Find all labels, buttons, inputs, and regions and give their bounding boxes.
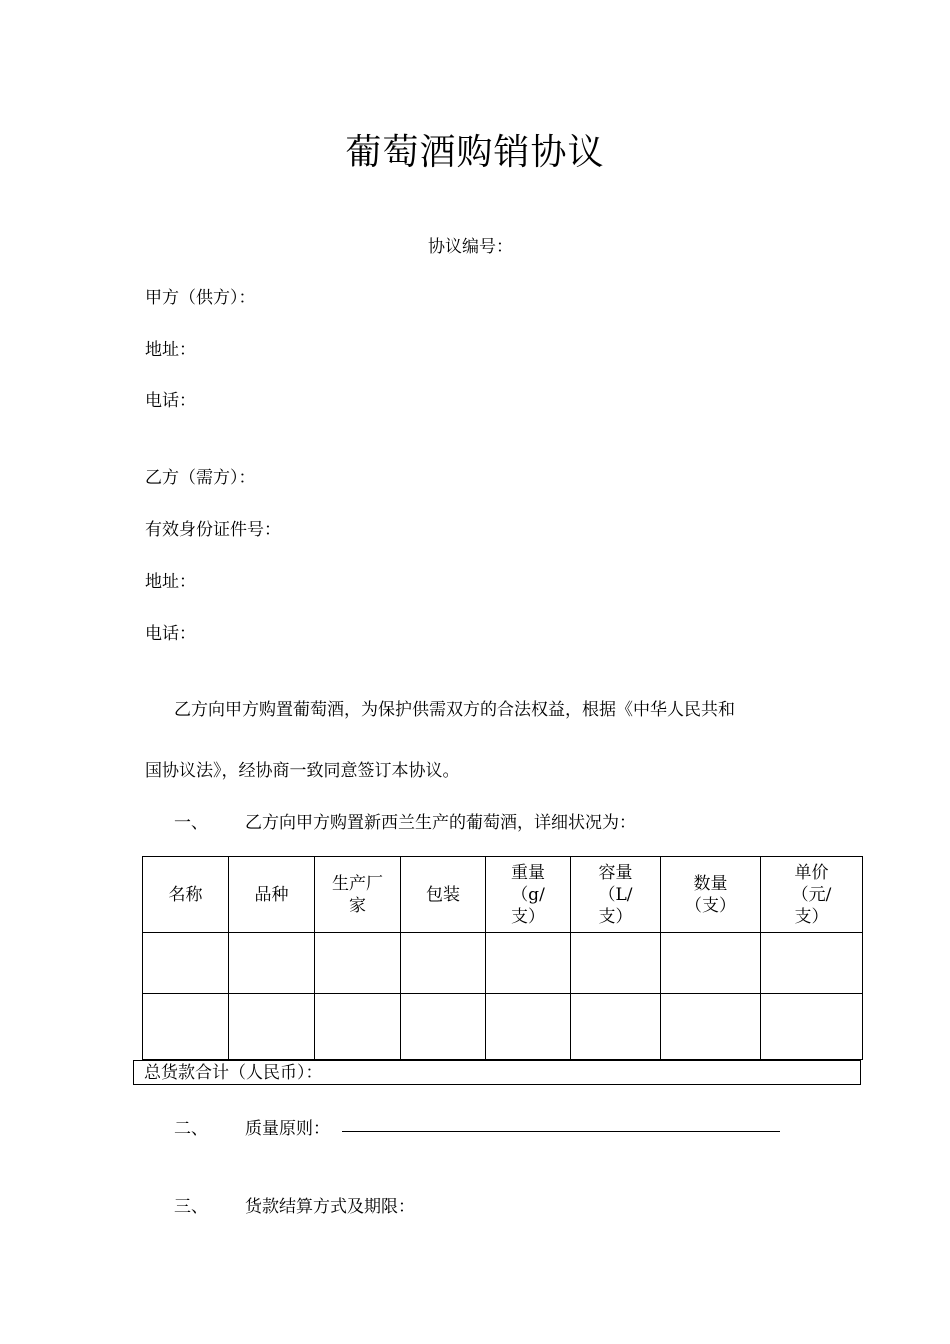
header-cell-manufacturer: 生产厂 家 [315, 857, 401, 933]
total-amount-label: 总货款合计（人民币）： [144, 1063, 323, 1083]
table-cell[interactable] [761, 933, 863, 994]
table-row [143, 994, 863, 1060]
header-cell-volume: 容量 （L/ 支） [571, 857, 661, 933]
table-header-row [143, 857, 863, 933]
clause-1-text: 乙方向甲方购置新西兰生产的葡萄酒，详细状况为： [245, 813, 636, 833]
goods-table [142, 856, 863, 1060]
preamble-line-1: 乙方向甲方购置葡萄酒，为保护供需双方的合法权益，根据《中华人民共和 [174, 700, 735, 720]
table-cell[interactable] [401, 994, 486, 1060]
party-b-label: 乙方（需方）： [145, 468, 256, 488]
table-cell[interactable] [571, 933, 661, 994]
header-cell-weight: 重量 （g/ 支） [486, 857, 571, 933]
table-cell[interactable] [486, 933, 571, 994]
header-cell-unit-price: 单价 （元/ 支） [761, 857, 863, 933]
table-cell[interactable] [229, 994, 315, 1060]
preamble-line-2: 国协议法》，经协商一致同意签订本协议。 [145, 761, 460, 781]
party-a-phone-label: 电话： [145, 391, 196, 411]
clause-2-number: 二、 [174, 1119, 208, 1139]
header-cell-packaging: 包装 [401, 857, 486, 933]
table-cell[interactable] [486, 994, 571, 1060]
table-cell[interactable] [661, 994, 761, 1060]
header-cell-variety: 品种 [229, 857, 315, 933]
table-cell[interactable] [661, 933, 761, 994]
party-b-id-label: 有效身份证件号： [145, 520, 281, 540]
table-cell[interactable] [401, 933, 486, 994]
table-cell[interactable] [143, 933, 229, 994]
party-b-address-label: 地址： [145, 572, 196, 592]
party-a-address-label: 地址： [145, 340, 196, 360]
party-a-label: 甲方（供方）： [145, 288, 256, 308]
table-cell[interactable] [315, 933, 401, 994]
clause-3-number: 三、 [174, 1197, 208, 1217]
page-title: 葡萄酒购销协议 [345, 132, 605, 173]
party-b-phone-label: 电话： [145, 624, 196, 644]
quality-standard-blank-line[interactable] [342, 1131, 780, 1132]
agreement-number-label: 协议编号： [428, 237, 513, 257]
header-cell-name: 名称 [143, 857, 229, 933]
table-cell[interactable] [143, 994, 229, 1060]
clause-1-number: 一、 [174, 813, 208, 833]
clause-2-text: 质量原则： [245, 1119, 330, 1139]
table-row [143, 933, 863, 994]
header-cell-quantity: 数量 （支） [661, 857, 761, 933]
total-amount-row [133, 1060, 861, 1085]
table-cell[interactable] [315, 994, 401, 1060]
table-cell[interactable] [761, 994, 863, 1060]
table-cell[interactable] [229, 933, 315, 994]
clause-3-text: 货款结算方式及期限： [245, 1197, 415, 1217]
table-cell[interactable] [571, 994, 661, 1060]
